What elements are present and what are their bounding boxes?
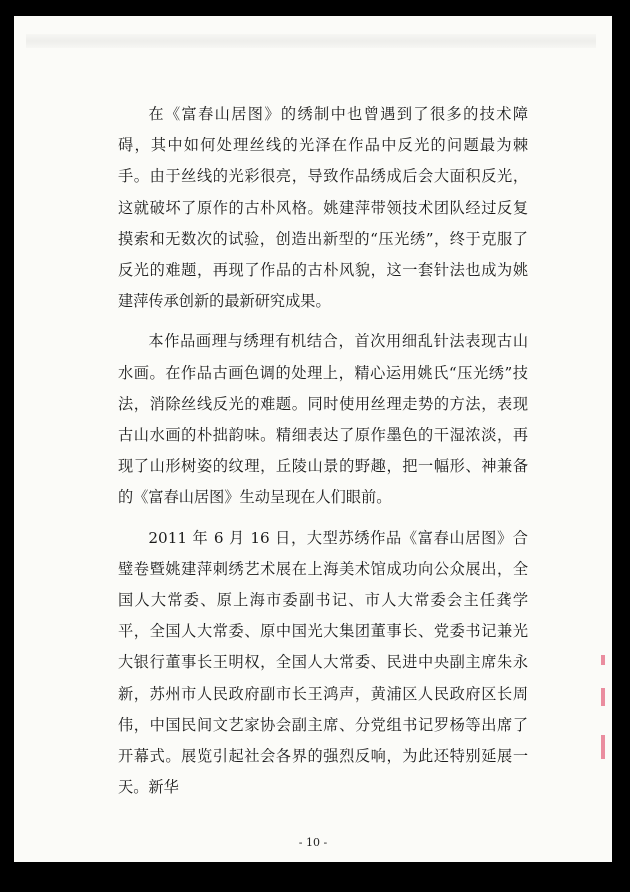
paragraph-1: 在《富春山居图》的绣制中也曾遇到了很多的技术障碍，其中如何处理丝线的光泽在作品中反光的问题最为棘手。由于丝线的光彩很亮，导致作品绣成后会大面积反光，这就破坏了原作的古朴风格。姚建萍带领技术团队经过反复摸索和无数次的试验，创造出新型的“压光绣”，终于克服了反光的难题，再现了作品的古朴风貌，这一套针法也成为姚建萍传承创新的最新研究成果。: [118, 105, 528, 311]
edge-mark-3: [601, 735, 605, 759]
edge-mark-2: [601, 688, 605, 706]
document-page: [14, 16, 612, 862]
show-through-band: [26, 34, 596, 48]
edge-mark-1: [601, 655, 605, 665]
body-text: [118, 99, 528, 812]
paragraph-2: 本作品画理与绣理有机结合，首次用细乱针法表现古山水画。在作品古画色调的处理上，精心运用姚氏“压光绣”技法，消除丝线反光的难题。同时使用丝理走势的方法，表现古山水画的朴拙韵味。精细表达了原作墨色的干湿浓淡，再现了山形树姿的纹理，丘陵山景的野趣，把一幅形、神兼备的《富春山居图》生动呈现在人们眼前。: [118, 332, 528, 507]
page-number: - 10 -: [298, 836, 328, 849]
paragraph-3: 2011 年 6 月 16 日，大型苏绣作品《富春山居图》合璧卷暨姚建萍刺绣艺术展在上海美术馆成功向公众展出，全国人大常委、原上海市委副书记、市人大常委会主任龚学平，全国人大常委、原中国光大集团董事长、党委书记兼光大银行董事长王明权，全国人大常委、民进中央副主席朱永新，苏州市人民政府副市长王鸿声，黄浦区人民政府区长周伟，中国民间文艺家协会副主席、分党组书记罗杨等出席了开幕式。展览引起社会各界的强烈反响，为此还特别延展一天。新华: [118, 528, 528, 797]
